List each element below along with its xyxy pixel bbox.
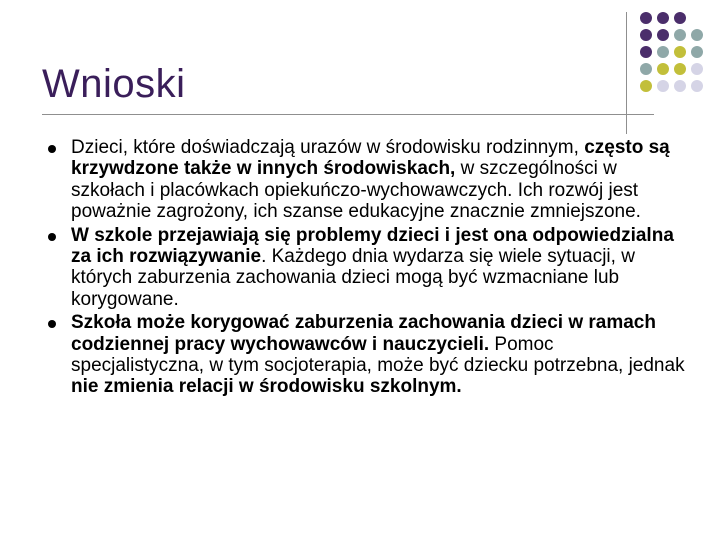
decorative-dot <box>674 12 686 24</box>
vertical-divider <box>626 12 627 134</box>
bullet-marker-icon <box>48 320 56 328</box>
decorative-dot <box>640 63 652 75</box>
bullet-3-seg-3: nie zmienia relacji w środowisku szkolnym. <box>71 376 462 398</box>
decorative-dot <box>657 63 669 75</box>
decorative-dot <box>691 46 703 58</box>
dot-grid-icon <box>636 12 720 116</box>
decorative-dot <box>674 46 686 58</box>
decorative-dot <box>674 80 686 92</box>
title-divider <box>42 114 654 115</box>
bullet-3-seg-2: Pomoc specjalistyczna, w tym socjoterapia, może być dziecku potrzebna, jednak <box>71 333 685 377</box>
decorative-dot <box>657 12 669 24</box>
bullet-2-seg-1: W szkole przejawiają się problemy dzieci i jest ona odpowiedzialna za ich rozwiązywanie <box>71 224 674 268</box>
bullet-1-seg-2: często są krzywdzone także w innych środowiskach, <box>71 137 670 180</box>
decorative-dot <box>691 29 703 41</box>
decorative-dot <box>674 63 686 75</box>
bullet-marker-icon <box>48 233 56 241</box>
decorative-dot <box>674 29 686 41</box>
decorative-dot <box>691 63 703 75</box>
decorative-dot <box>691 80 703 92</box>
slide-title: Wnioski <box>42 62 186 106</box>
decorative-dot <box>640 12 652 24</box>
bullet-marker-icon <box>48 145 56 153</box>
decorative-dot <box>657 80 669 92</box>
bullet-item-3 <box>48 312 688 398</box>
bullet-item-2 <box>48 225 688 311</box>
decorative-dot <box>657 29 669 41</box>
bullet-1-seg-3: w szczególności w szkołach i placówkach opiekuńczo-wychowawczych. Ich rozwój jest poważnie zagrożony, ich szanse edukacyjne znacznie zmniejszone. <box>71 158 641 223</box>
bullet-2-seg-2: . Każdego dnia wydarza się wiele sytuacji, w których zaburzenia zachowania dzieci mogą być wzmacniane lub korygowane. <box>71 246 635 310</box>
bullet-item-1 <box>48 137 688 223</box>
bullet-1-seg-1: Dzieci, które doświadczają urazów w środowisku rodzinnym, <box>71 137 585 158</box>
bullet-3-seg-1: Szkoła może korygować zaburzenia zachowania dzieci w ramach codziennej pracy wychowawców i nauczycieli. <box>71 312 656 355</box>
decorative-dot <box>640 29 652 41</box>
decorative-dot <box>640 46 652 58</box>
decorative-dot <box>640 80 652 92</box>
decorative-dot <box>657 46 669 58</box>
bullet-list <box>48 137 688 400</box>
